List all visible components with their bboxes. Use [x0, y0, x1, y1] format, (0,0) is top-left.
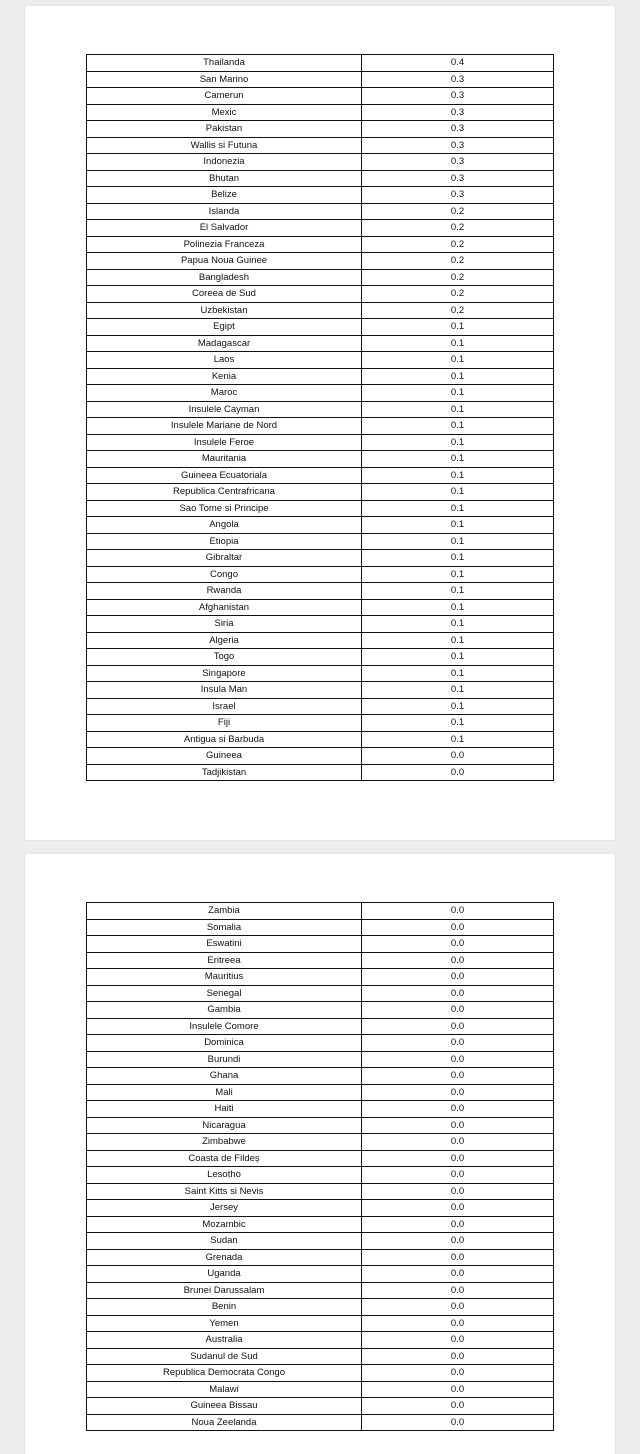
country-cell: Sudanul de Sud [87, 1348, 362, 1365]
document-page-2 [25, 854, 615, 1454]
value-cell: 0.3 [362, 71, 554, 88]
country-cell: Coreea de Sud [87, 286, 362, 303]
table-row [87, 401, 554, 418]
table-row [87, 253, 554, 270]
table-row [87, 1117, 554, 1134]
table-row [87, 1183, 554, 1200]
table-row [87, 203, 554, 220]
country-cell: Madagascar [87, 335, 362, 352]
value-cell: 0.4 [362, 55, 554, 72]
table-row [87, 286, 554, 303]
table-row [87, 517, 554, 534]
value-cell: 0.3 [362, 154, 554, 171]
country-cell: Noua Zeelanda [87, 1414, 362, 1431]
country-cell: Brunei Darussalam [87, 1282, 362, 1299]
country-cell: Sao Tome si Principe [87, 500, 362, 517]
value-cell: 0.3 [362, 104, 554, 121]
country-cell: Algeria [87, 632, 362, 649]
value-cell: 0.0 [362, 1299, 554, 1316]
country-cell: Guineea Bissau [87, 1398, 362, 1415]
table-row [87, 1150, 554, 1167]
country-cell: Afghanistan [87, 599, 362, 616]
table-row [87, 1414, 554, 1431]
table-row [87, 1200, 554, 1217]
table-row [87, 352, 554, 369]
country-cell: Islanda [87, 203, 362, 220]
table-row [87, 1249, 554, 1266]
table-row [87, 731, 554, 748]
value-cell: 0.1 [362, 418, 554, 435]
value-cell: 0.0 [362, 1117, 554, 1134]
value-cell: 0.0 [362, 1398, 554, 1415]
value-cell: 0.0 [362, 1101, 554, 1118]
value-cell: 0.0 [362, 1002, 554, 1019]
value-cell: 0.1 [362, 566, 554, 583]
country-cell: Mauritius [87, 969, 362, 986]
country-cell: Congo [87, 566, 362, 583]
table-row [87, 952, 554, 969]
table-row [87, 451, 554, 468]
table-row [87, 467, 554, 484]
country-cell: Saint Kitts si Nevis [87, 1183, 362, 1200]
table-row [87, 418, 554, 435]
table-row [87, 302, 554, 319]
value-cell: 0.1 [362, 434, 554, 451]
table-row [87, 170, 554, 187]
country-cell: Thailanda [87, 55, 362, 72]
country-cell: Rwanda [87, 583, 362, 600]
country-cell: Insula Man [87, 682, 362, 699]
table-row [87, 88, 554, 105]
country-cell: Mauritania [87, 451, 362, 468]
table-row [87, 1018, 554, 1035]
table-row [87, 368, 554, 385]
country-cell: Papua Noua Guinee [87, 253, 362, 270]
country-cell: Yemen [87, 1315, 362, 1332]
value-cell: 0.0 [362, 919, 554, 936]
country-cell: Pakistan [87, 121, 362, 138]
table-row [87, 748, 554, 765]
table-row [87, 1233, 554, 1250]
country-cell: Haiti [87, 1101, 362, 1118]
country-cell: Zimbabwe [87, 1134, 362, 1151]
country-cell: Etiopia [87, 533, 362, 550]
table-row [87, 1084, 554, 1101]
country-cell: El Salvador [87, 220, 362, 237]
table-row [87, 1365, 554, 1382]
country-cell: Fiji [87, 715, 362, 732]
country-cell: Republica Centrafricana [87, 484, 362, 501]
country-cell: Coasta de Fildeș [87, 1150, 362, 1167]
country-cell: Singapore [87, 665, 362, 682]
country-cell: Burundi [87, 1051, 362, 1068]
value-cell: 0.0 [362, 936, 554, 953]
country-cell: Kenia [87, 368, 362, 385]
country-cell: Malawi [87, 1381, 362, 1398]
value-cell: 0.1 [362, 451, 554, 468]
value-cell: 0.1 [362, 616, 554, 633]
value-cell: 0.1 [362, 517, 554, 534]
table-row [87, 969, 554, 986]
value-cell: 0.0 [362, 1183, 554, 1200]
value-cell: 0.0 [362, 1233, 554, 1250]
table-row [87, 319, 554, 336]
value-cell: 0.1 [362, 715, 554, 732]
table-row [87, 715, 554, 732]
table-row [87, 665, 554, 682]
country-cell: Sudan [87, 1233, 362, 1250]
value-cell: 0.1 [362, 335, 554, 352]
country-cell: Bangladesh [87, 269, 362, 286]
country-cell: Israel [87, 698, 362, 715]
value-cell: 0.1 [362, 533, 554, 550]
country-cell: Guineea [87, 748, 362, 765]
value-cell: 0.1 [362, 319, 554, 336]
value-cell: 0.1 [362, 665, 554, 682]
country-cell: Belize [87, 187, 362, 204]
country-cell: Siria [87, 616, 362, 633]
table-row [87, 71, 554, 88]
table-row [87, 1315, 554, 1332]
value-cell: 0.3 [362, 187, 554, 204]
country-cell: Insulele Cayman [87, 401, 362, 418]
document-page-1 [25, 6, 615, 840]
country-cell: Guineea Ecuatoriala [87, 467, 362, 484]
country-cell: Nicaragua [87, 1117, 362, 1134]
value-cell: 0.3 [362, 170, 554, 187]
table-row [87, 649, 554, 666]
value-cell: 0.1 [362, 550, 554, 567]
table-row [87, 616, 554, 633]
country-cell: Indonezia [87, 154, 362, 171]
country-value-table-page-1 [86, 54, 554, 781]
country-cell: Egipt [87, 319, 362, 336]
table-row [87, 1282, 554, 1299]
table-row [87, 104, 554, 121]
country-cell: Camerun [87, 88, 362, 105]
table-row [87, 632, 554, 649]
country-cell: Grenada [87, 1249, 362, 1266]
value-cell: 0.1 [362, 368, 554, 385]
table-row [87, 1216, 554, 1233]
country-cell: Gambia [87, 1002, 362, 1019]
table-row [87, 1101, 554, 1118]
table-row [87, 484, 554, 501]
country-cell: Uzbekistan [87, 302, 362, 319]
country-cell: Lesotho [87, 1167, 362, 1184]
value-cell: 0.0 [362, 1200, 554, 1217]
value-cell: 0.1 [362, 649, 554, 666]
value-cell: 0.2 [362, 302, 554, 319]
value-cell: 0.1 [362, 401, 554, 418]
table-row [87, 919, 554, 936]
table-row [87, 1051, 554, 1068]
value-cell: 0.0 [362, 985, 554, 1002]
table-row [87, 698, 554, 715]
country-cell: Polinezia Franceza [87, 236, 362, 253]
table-row [87, 903, 554, 920]
value-cell: 0.0 [362, 1018, 554, 1035]
country-cell: Somalia [87, 919, 362, 936]
table-row [87, 599, 554, 616]
table-row [87, 1381, 554, 1398]
country-cell: Tadjikistan [87, 764, 362, 781]
country-cell: Insulele Feroe [87, 434, 362, 451]
country-value-table-page-2 [86, 902, 554, 1431]
table-row [87, 137, 554, 154]
table-row [87, 269, 554, 286]
value-cell: 0.1 [362, 583, 554, 600]
value-cell: 0.0 [362, 1167, 554, 1184]
country-cell: Insulele Comore [87, 1018, 362, 1035]
table-row [87, 1068, 554, 1085]
value-cell: 0.1 [362, 682, 554, 699]
table-row [87, 434, 554, 451]
country-cell: Gibraltar [87, 550, 362, 567]
table-row [87, 385, 554, 402]
value-cell: 0.0 [362, 1216, 554, 1233]
table-row [87, 936, 554, 953]
table-row [87, 220, 554, 237]
table-row [87, 187, 554, 204]
table-row [87, 1266, 554, 1283]
value-cell: 0.2 [362, 220, 554, 237]
value-cell: 0.0 [362, 1315, 554, 1332]
country-cell: Dominica [87, 1035, 362, 1052]
country-cell: Eritreea [87, 952, 362, 969]
value-cell: 0.0 [362, 1414, 554, 1431]
country-cell: Laos [87, 352, 362, 369]
value-cell: 0.1 [362, 632, 554, 649]
value-cell: 0.1 [362, 698, 554, 715]
value-cell: 0.0 [362, 1282, 554, 1299]
value-cell: 0.0 [362, 1348, 554, 1365]
value-cell: 0.1 [362, 484, 554, 501]
table-row [87, 1299, 554, 1316]
country-cell: Jersey [87, 1200, 362, 1217]
table-row [87, 335, 554, 352]
country-cell: Mali [87, 1084, 362, 1101]
country-cell: Maroc [87, 385, 362, 402]
country-cell: Republica Democrata Congo [87, 1365, 362, 1382]
table-row [87, 1035, 554, 1052]
value-cell: 0.3 [362, 121, 554, 138]
table-row [87, 583, 554, 600]
table-row [87, 121, 554, 138]
value-cell: 0.0 [362, 748, 554, 765]
value-cell: 0.3 [362, 88, 554, 105]
value-cell: 0.2 [362, 269, 554, 286]
value-cell: 0.2 [362, 236, 554, 253]
value-cell: 0.0 [362, 903, 554, 920]
table-row [87, 55, 554, 72]
country-cell: San Marino [87, 71, 362, 88]
table-row [87, 764, 554, 781]
table-row [87, 1398, 554, 1415]
country-cell: Ghana [87, 1068, 362, 1085]
value-cell: 0.0 [362, 1150, 554, 1167]
value-cell: 0.1 [362, 352, 554, 369]
value-cell: 0.0 [362, 1084, 554, 1101]
table-row [87, 1002, 554, 1019]
country-cell: Togo [87, 649, 362, 666]
value-cell: 0.2 [362, 253, 554, 270]
table-row [87, 1167, 554, 1184]
value-cell: 0.3 [362, 137, 554, 154]
country-cell: Bhutan [87, 170, 362, 187]
value-cell: 0.0 [362, 1266, 554, 1283]
value-cell: 0.2 [362, 286, 554, 303]
value-cell: 0.1 [362, 599, 554, 616]
table-row [87, 1332, 554, 1349]
table-row [87, 154, 554, 171]
value-cell: 0.2 [362, 203, 554, 220]
table-row [87, 682, 554, 699]
value-cell: 0.1 [362, 500, 554, 517]
country-cell: Insulele Mariane de Nord [87, 418, 362, 435]
value-cell: 0.1 [362, 731, 554, 748]
table-row [87, 1348, 554, 1365]
value-cell: 0.0 [362, 764, 554, 781]
country-cell: Benin [87, 1299, 362, 1316]
table-row [87, 566, 554, 583]
value-cell: 0.0 [362, 1332, 554, 1349]
value-cell: 0.1 [362, 467, 554, 484]
table-row [87, 236, 554, 253]
table-row [87, 550, 554, 567]
value-cell: 0.0 [362, 1035, 554, 1052]
value-cell: 0.0 [362, 969, 554, 986]
table-row [87, 985, 554, 1002]
value-cell: 0.0 [362, 952, 554, 969]
country-cell: Wallis si Futuna [87, 137, 362, 154]
value-cell: 0.1 [362, 385, 554, 402]
table-row [87, 1134, 554, 1151]
value-cell: 0.0 [362, 1365, 554, 1382]
country-cell: Eswatini [87, 936, 362, 953]
value-cell: 0.0 [362, 1051, 554, 1068]
value-cell: 0.0 [362, 1068, 554, 1085]
country-cell: Australia [87, 1332, 362, 1349]
country-cell: Mexic [87, 104, 362, 121]
country-cell: Zambia [87, 903, 362, 920]
table-row [87, 533, 554, 550]
country-cell: Antigua si Barbuda [87, 731, 362, 748]
country-cell: Senegal [87, 985, 362, 1002]
value-cell: 0.0 [362, 1381, 554, 1398]
country-cell: Mozambic [87, 1216, 362, 1233]
country-cell: Angola [87, 517, 362, 534]
table-row [87, 500, 554, 517]
value-cell: 0.0 [362, 1249, 554, 1266]
country-cell: Uganda [87, 1266, 362, 1283]
value-cell: 0.0 [362, 1134, 554, 1151]
